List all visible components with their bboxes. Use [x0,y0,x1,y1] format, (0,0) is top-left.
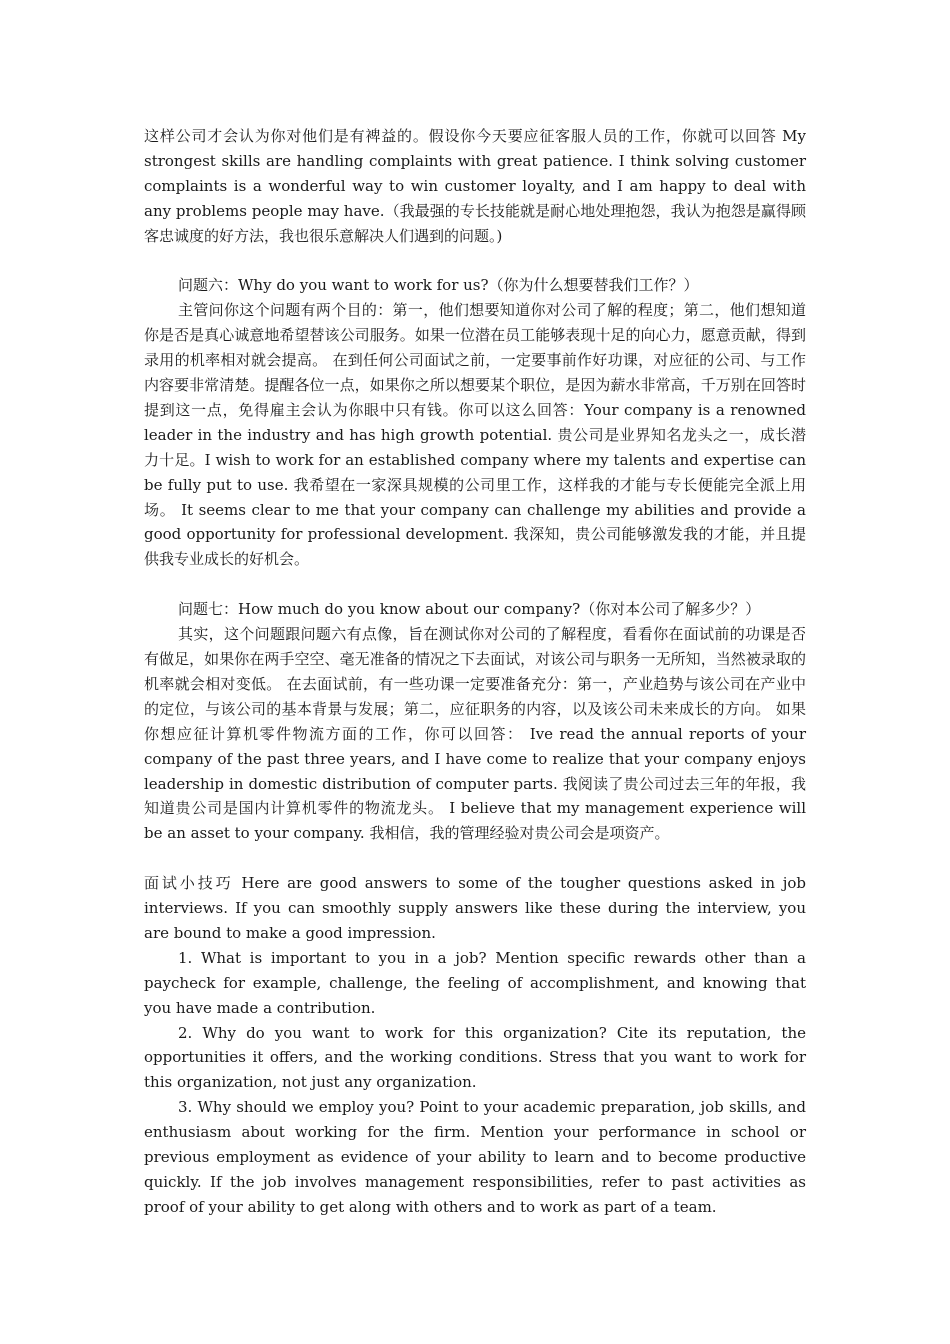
paragraph-customer-service: 这样公司才会认为你对他们是有裨益的。假设你今天要应征客服人员的工作，你就可以回答 My strongest skills are handling complaints with great patience. I think solving customer complaints is a wonderful way to win customer loyalty, and I am happy to deal with any problems people may have.（我最强的专长技能就是耐心地处理抱怨，我认为抱怨是赢得顾客忠诚度的好方法，我也很乐意解决人们遇到的问题。) [144,127,806,245]
question-six-body: 主管问你这个问题有两个目的：第一，他们想要知道你对公司了解的程度；第二，他们想知道你是否是真心诚意地希望替该公司服务。如果一位潜在员工能够表现十足的向心力，愿意贡献，得到录用的机率相对就会提高。 在到任何公司面试之前，一定要事前作好功课，对应征的公司、与工作内容要非常清楚。提醒各位一点，如果你之所以想要某个职位，是因为薪水非常高，千万别在回答时提到这一点，免得雇主会认为你眼中只有钱。你可以这么回答：Your company is a renowned leader in the industry and has high growth potential. 贵公司是业界知名龙头之一，成长潜力十足。I wish to work for an established company where my talents and expertise can be fully put to use. 我希望在一家深具规模的公司里工作，这样我的才能与专长便能完全派上用场。 It seems clear to me that your company can challenge my abilities and provide a good opportunity for professional development. 我深知，贵公司能够激发我的才能，并且提供我专业成长的好机会。 [144,301,806,569]
interview-tips-intro: 面试小技巧 Here are good answers to some of the tougher questions asked in job interviews. If you can smoothly supply answers like these during the interview, you are bound to make a good impression. [144,874,806,942]
tip-item: 2. Why do you want to work for this organization? Cite its reputation, the opportunities it offers, and the working conditions. Stress that you want to work for this organization, not just any organization. [144,1023,806,1092]
paragraph-gap [144,572,806,597]
tip-item: 3. Why should we employ you? Point to your academic preparation, job skills, and enthusiasm about working for the firm. Mention your performance in school or previous employment as evidence of your ability to learn and to become productive quickly. If the job involves management responsibilities, refer to past activities as proof of your ability to get along with others and to work as part of a team. [144,1098,806,1216]
paragraph-gap [144,846,806,871]
question-seven-heading: 问题七：How much do you know about our company?（你对本公司了解多少？） [178,600,761,619]
question-seven-body: 其实，这个问题跟问题六有点像，旨在测试你对公司的了解程度，看看你在面试前的功课是否有做足，如果你在两手空空、毫无准备的情况之下去面试，对该公司与职务一无所知，当然被录取的机率就会相对变低。 在去面试前，有一些功课一定要准备充分：第一，产业趋势与该公司在产业中的定位，与该公司的基本背景与发展；第二，应征职务的内容，以及该公司未来成长的方向。 如果你想应征计算机零件物流方面的工作，你可以回答： Ive read the annual reports of your company of the past three years, and I have come to realize that your company enjoys leadership in domestic distribution of computer parts. 我阅读了贵公司过去三年的年报，我知道贵公司是国内计算机零件的物流龙头。 I believe that my management experience will be an asset to your company. 我相信，我的管理经验对贵公司会是项资产。 [144,625,806,843]
question-six-heading: 问题六：Why do you want to work for us?（你为什么想要替我们工作？） [178,276,699,295]
paragraph-gap [144,249,806,274]
tip-item: 1. What is important to you in a job? Mention specific rewards other than a paycheck for example, challenge, the feeling of accomplishment, and knowing that you have made a contribution. [144,948,806,1017]
document-page [144,124,806,1220]
